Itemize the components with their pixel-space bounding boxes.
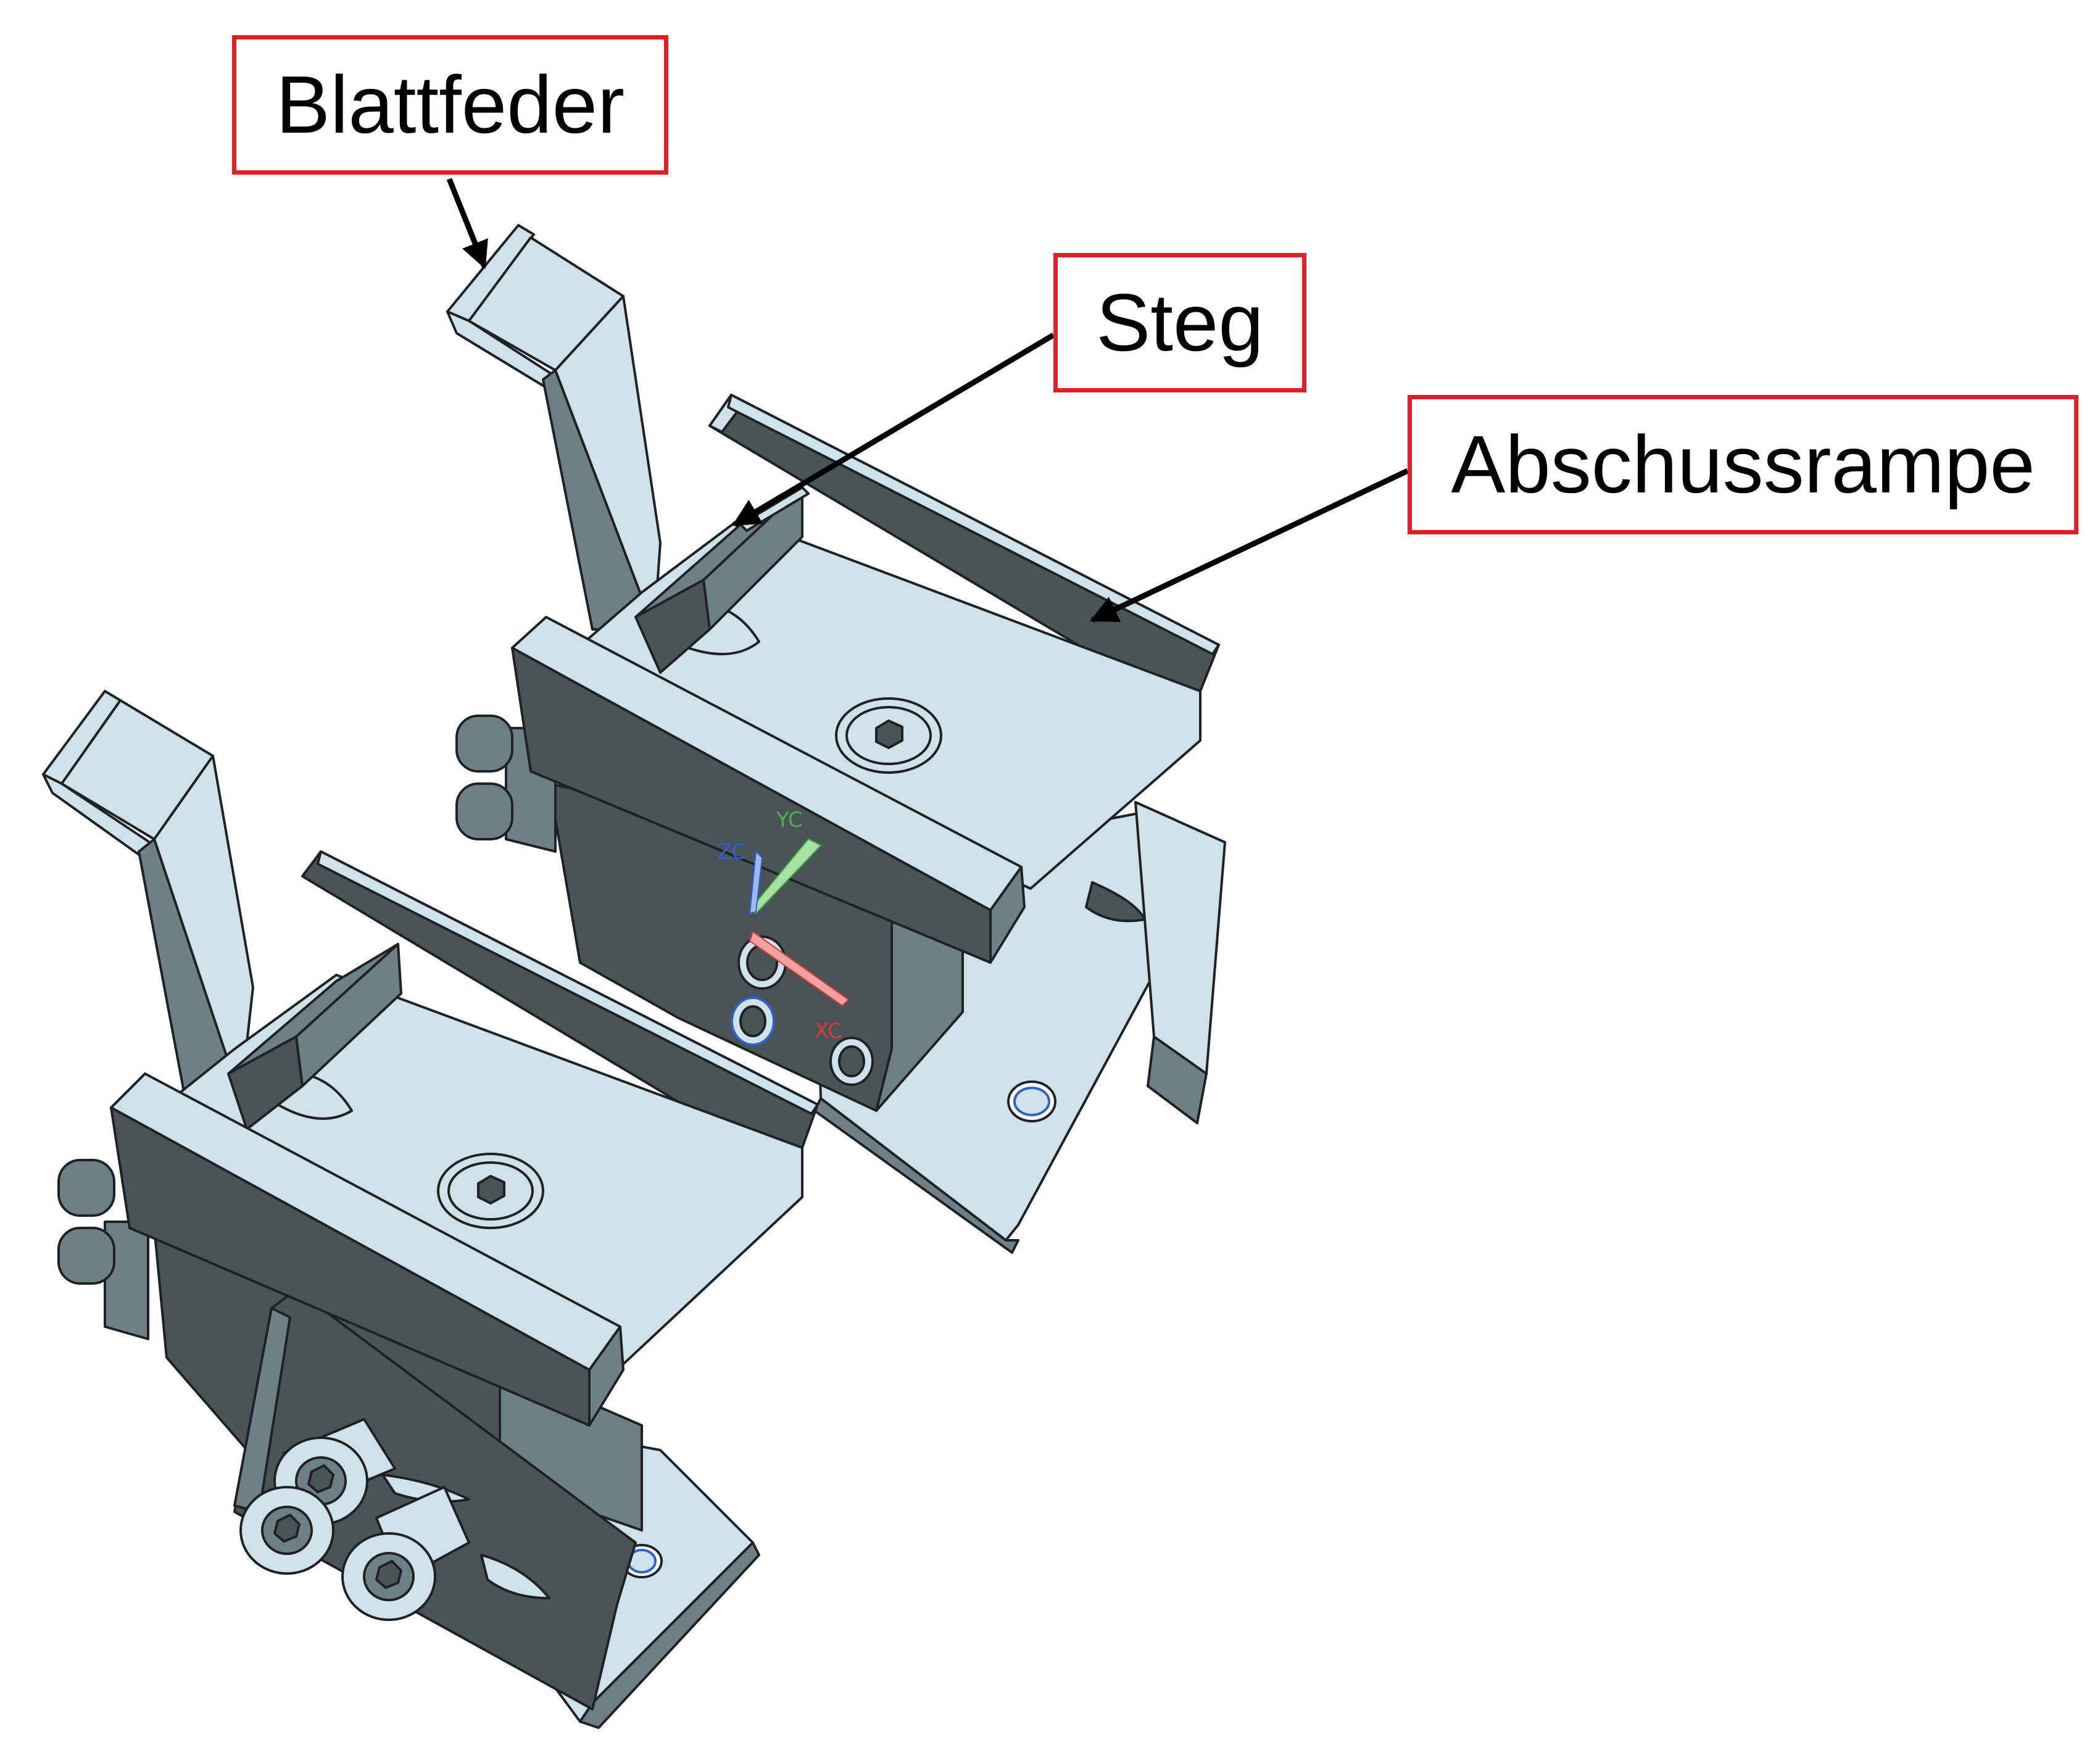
z-axis-label: ZC (717, 840, 747, 864)
x-axis-label: XC (815, 1019, 842, 1043)
lower-leaf-spring (43, 691, 253, 1098)
upper-leaf-spring (447, 225, 660, 629)
label-blattfeder-text: Blattfeder (276, 59, 625, 150)
label-steg (1053, 253, 1306, 392)
lower-hex-screw (438, 1154, 543, 1228)
upper-side-bolts (457, 716, 512, 839)
upper-hex-screw (836, 699, 941, 773)
label-blattfeder (232, 35, 668, 175)
label-abschussrampe-text: Abschussrampe (1451, 419, 2035, 510)
arrow-blattfeder (449, 179, 484, 267)
label-steg-text: Steg (1096, 277, 1264, 368)
y-axis-label: YC (776, 808, 803, 832)
label-abschussrampe (1408, 395, 2078, 534)
arrow-abschussrampe (1092, 471, 1408, 620)
